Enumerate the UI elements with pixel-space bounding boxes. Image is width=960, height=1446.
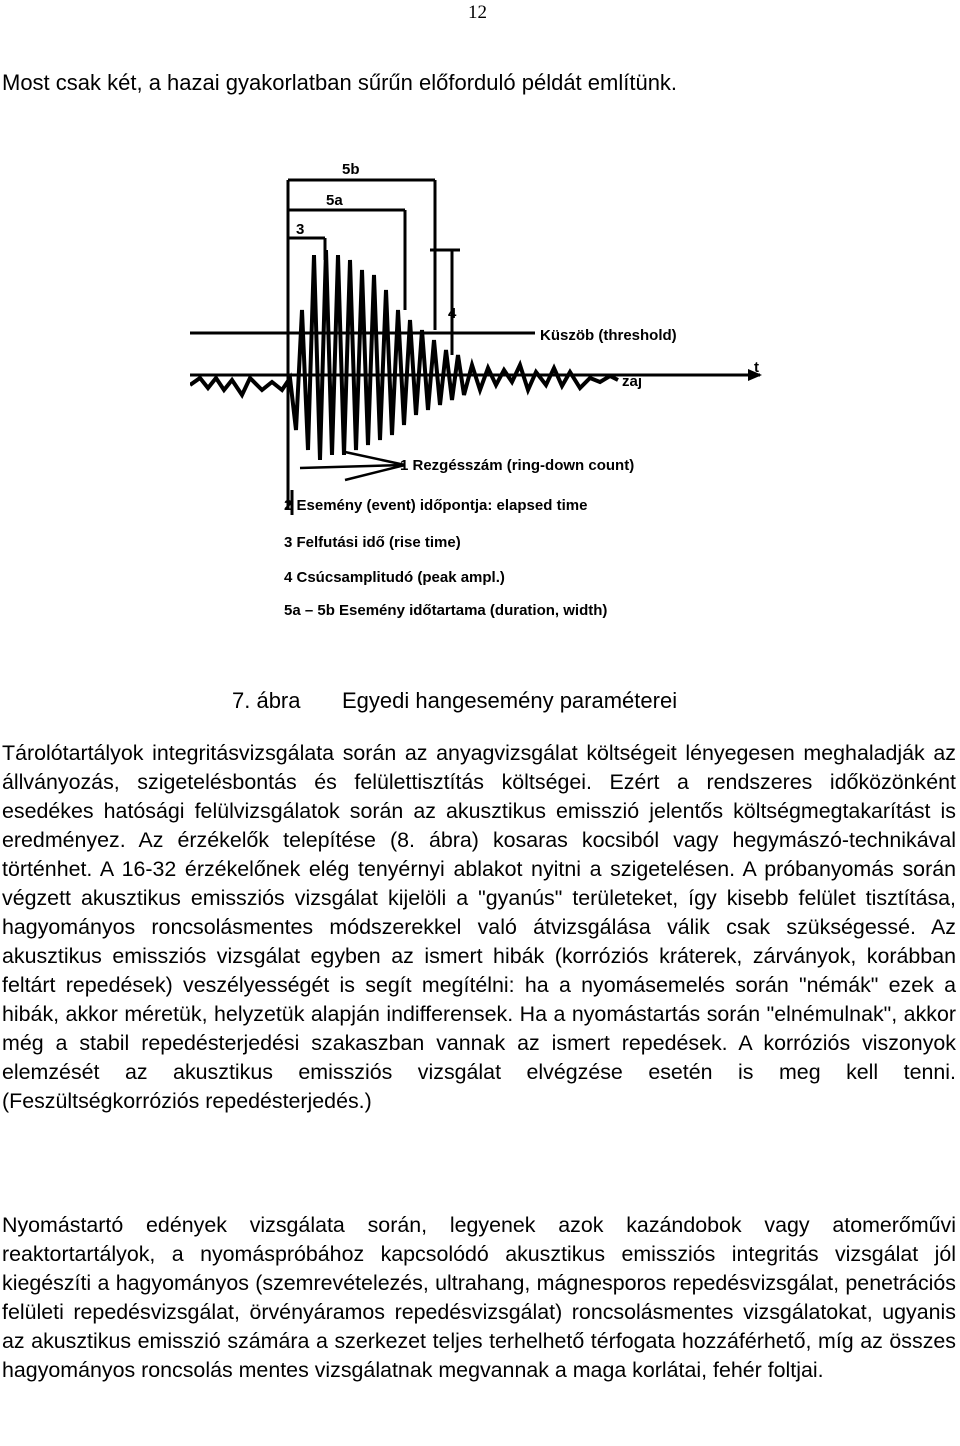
legend-item: 5a – 5b Esemény időtartama (duration, width) xyxy=(284,602,608,619)
time-axis-label: t xyxy=(754,359,759,376)
paragraph: Tárolótartályok integritásvizsgálata során az anyagvizsgálat költségeit lényegesen meghaladják az állványozás, szigetelésbontás és felülettisztítás költségei. Ezért a rendszeres időközönként esedékes hatósági felülvizsgálatok során az akusztikus emisszió jelentős költségmegtakarítást is eredményez. Az érzékelők telepítése (8. ábra) kosaras kocsiból vagy hegymászó-technikával történhet. A 16-32 érzékelőnek elég tenyérnyi ablakot nyitni a szigetelésen. A próbanyomás során végzett akusztikus emissziós vizsgálat kijelöli a "gyanús" területeket, így kisebb felület tisztítása, hagyományos roncsolásmentes módszerekkel való átvizsgálása válik csak szükségessé. Az akusztikus emissziós vizsgálat egyben az ismert hibák (korróziós kráterek, zárványok, korábban feltárt repedések) veszélyességét is segít megítélni: ha a nyomásemelés során "némák" ezek a hibák, akkor méretük, helyzetük alapján indifferensek. Ha a nyomástartás során "elnémulnak", akkor még a stabil repedésterjedési szakaszban vannak az ismert repedések. A korróziós viszonyok elemzését az akusztikus emissziós vizsgálat elvégzése esetén is meg kell tenni. (Feszültségkorróziós repedésterjedés.) xyxy=(2,741,956,1113)
legend-item: 1 Rezgésszám (ring-down count) xyxy=(400,457,635,474)
label-4: 4 xyxy=(448,305,457,322)
figure-caption xyxy=(232,688,677,714)
label-5b: 5b xyxy=(342,161,360,178)
label-5a: 5a xyxy=(326,192,343,209)
page-number: 12 xyxy=(468,2,487,23)
figure-number: 7. ábra xyxy=(232,688,301,713)
label-3: 3 xyxy=(296,221,305,238)
ring-down-arrows xyxy=(300,452,405,480)
acoustic-event-diagram xyxy=(190,150,790,640)
legend-item: 2 Esemény (event) időpontja: elapsed time xyxy=(284,497,588,514)
threshold-label: Küszöb (threshold) xyxy=(540,327,677,344)
legend-item: 4 Csúcsamplitudó (peak ampl.) xyxy=(284,569,505,586)
legend-item: 3 Felfutási idő (rise time) xyxy=(284,534,461,551)
noise-label: zaj xyxy=(622,373,643,390)
intro-sentence: Most csak két, a hazai gyakorlatban sűrűn előforduló példát említünk. xyxy=(2,70,678,95)
figure-title: Egyedi hangesemény paraméterei xyxy=(342,688,678,713)
paragraph: Nyomástartó edények vizsgálata során, legyenek azok kazándobok vagy atomerőművi reaktortartályok, a nyomáspróbához kapcsolódó akusztikus emissziós integritás vizsgálat jól kiegészíti a hagyományos (szemrevételezés, ultrahang, mágnesporos repedésvizsgálat, penetrációs felületi repedésvizsgálat, örvényáramos repedésvizsgálat) roncsolásmentes vizsgálatokat, ugyanis az akusztikus emisszió számára a szerkezet teljes terhelhető térfogata hozzáférhető, míg az összes hagyományos roncsolás mentes vizsgálatnak megvannak a maga korlátai, fehér foltjai. xyxy=(2,1213,956,1382)
acoustic-event-figure xyxy=(190,150,790,640)
